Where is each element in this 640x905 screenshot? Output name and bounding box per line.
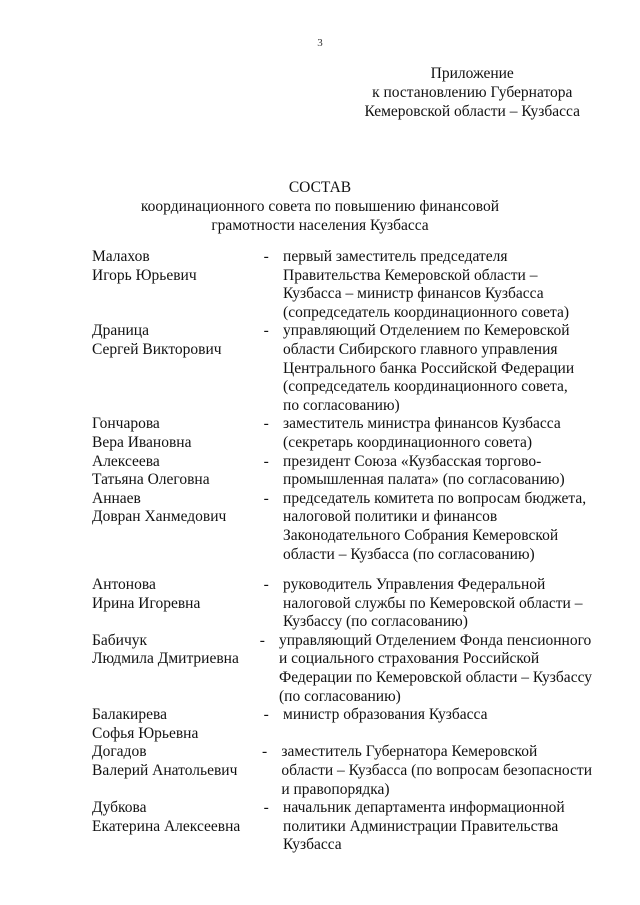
member-role-line: области Сибирского главного управления xyxy=(283,340,558,358)
member-role-line: Кузбасса xyxy=(283,836,342,854)
member-dash: - xyxy=(263,248,269,265)
member-role-line: начальник департамента информационной xyxy=(283,799,565,817)
member-role-line: политики Администрации Правительства xyxy=(283,817,559,835)
member-dash: - xyxy=(263,576,269,594)
member-surname: Бабичук xyxy=(92,631,148,649)
member-name xyxy=(92,799,257,855)
member-dash: - xyxy=(263,322,269,340)
appendix-header xyxy=(364,64,580,121)
member-given: Татьяна Олеговна xyxy=(92,471,210,489)
member-surname: Балакирева xyxy=(92,706,167,724)
member-role-line: (сопредседатель координационного совета, xyxy=(283,378,568,396)
members-list xyxy=(92,248,592,855)
member-row xyxy=(92,415,592,452)
appendix-line: Кемеровской области – Кузбасса xyxy=(364,103,580,120)
member-row xyxy=(92,743,592,799)
member-role xyxy=(275,322,592,415)
member-role-line: заместитель министра финансов Кузбасса xyxy=(283,415,561,433)
member-surname: Алексеева xyxy=(92,452,160,470)
member-row xyxy=(92,576,592,632)
member-surname: Догадов xyxy=(92,743,147,761)
appendix-line: к постановлению Губернатора xyxy=(372,84,573,101)
member-row xyxy=(92,453,592,490)
member-role-line: (сопредседатель координационного совета) xyxy=(283,303,570,321)
member-surname: Драница xyxy=(92,322,149,340)
member-role-line: налоговой службы по Кемеровской области – xyxy=(283,594,583,612)
member-row xyxy=(92,248,592,322)
member-role-line: управляющий Отделением по Кемеровской xyxy=(283,322,570,340)
member-given: Довран Ханмедович xyxy=(92,508,227,526)
appendix-line: Приложение xyxy=(430,65,514,82)
member-given: Екатерина Алексеевна xyxy=(92,817,241,835)
document-title xyxy=(0,178,640,235)
member-given: Ирина Игоревна xyxy=(92,594,201,612)
member-given: Софья Юрьевна xyxy=(92,724,199,742)
member-dash: - xyxy=(259,631,265,649)
member-surname: Аннаев xyxy=(92,489,141,507)
member-role xyxy=(275,248,592,322)
member-surname: Дубкова xyxy=(92,799,147,817)
member-role-line: Кузбассу (по согласованию) xyxy=(283,613,468,631)
member-given: Валерий Анатольевич xyxy=(92,762,238,780)
member-role xyxy=(275,453,592,490)
member-dash: - xyxy=(263,799,269,817)
member-name xyxy=(92,322,257,415)
member-role-line: (по согласованию) xyxy=(278,687,401,705)
title-line: грамотности населения Кузбасса xyxy=(211,217,429,234)
member-role-line: президент Союза «Кузбасская торгово- xyxy=(283,452,542,470)
member-surname: Гончарова xyxy=(92,415,160,433)
member-dash: - xyxy=(263,706,269,724)
member-row xyxy=(92,322,592,415)
member-role-line: Центрального банка Российской Федерации xyxy=(283,359,575,377)
member-role xyxy=(275,415,592,452)
member-name xyxy=(92,248,257,322)
member-role-line: Законодательного Собрания Кемеровской xyxy=(283,526,559,544)
member-role xyxy=(275,799,592,855)
member-name xyxy=(92,490,257,564)
member-name xyxy=(92,453,257,490)
member-name xyxy=(92,576,257,632)
member-role xyxy=(275,706,592,743)
member-row xyxy=(92,706,592,743)
member-dash: - xyxy=(263,489,269,507)
member-role-line: и социального страхования Российской xyxy=(278,650,540,668)
member-role-line: Правительства Кемеровской области – xyxy=(283,266,538,284)
member-given: Людмила Дмитриевна xyxy=(92,650,239,668)
member-dash: - xyxy=(261,743,268,761)
title-heading: СОСТАВ xyxy=(288,179,352,196)
member-given: Игорь Юрьевич xyxy=(92,266,197,284)
member-given: Вера Ивановна xyxy=(92,433,192,451)
member-role-line: Федерации по Кемеровской области – Кузбассу xyxy=(278,669,592,687)
member-role-line: управляющий Отделением Фонда пенсионного xyxy=(278,631,592,649)
member-role-line: (секретарь координационного совета) xyxy=(283,433,532,451)
member-name xyxy=(92,415,257,452)
member-row xyxy=(92,490,592,564)
title-line: координационного совета по повышению финансовой xyxy=(140,198,500,215)
member-role-line: заместитель Губернатора Кемеровской xyxy=(281,743,538,761)
member-name xyxy=(92,706,257,743)
member-role-line: первый заместитель председателя xyxy=(283,248,508,265)
member-row xyxy=(92,632,592,706)
page-number: 3 xyxy=(317,37,323,49)
member-name xyxy=(92,632,254,706)
member-role-line: налоговой политики и финансов xyxy=(283,508,498,526)
member-given: Сергей Викторович xyxy=(92,340,222,358)
member-dash: - xyxy=(263,452,269,470)
member-role-line: министр образования Кузбасса xyxy=(283,706,488,724)
member-role-line: области – Кузбасса (по вопросам безопасности xyxy=(281,762,592,780)
member-role-line: председатель комитета по вопросам бюджета, xyxy=(283,489,587,507)
member-surname: Малахов xyxy=(92,248,150,265)
member-role-line: по согласованию) xyxy=(283,396,400,414)
member-role-line: и правопорядка) xyxy=(281,780,390,798)
member-role-line: промышленная палата» (по согласованию) xyxy=(283,471,565,489)
member-role-line: области – Кузбасса (по согласованию) xyxy=(283,545,535,563)
member-role-line: руководитель Управления Федеральной xyxy=(283,576,546,594)
member-row xyxy=(92,799,592,855)
member-role xyxy=(275,490,592,564)
member-role-line: Кузбасса – министр финансов Кузбасса xyxy=(283,285,544,303)
member-role xyxy=(271,632,592,706)
member-role xyxy=(273,743,592,799)
member-dash: - xyxy=(263,415,269,433)
member-name xyxy=(92,743,256,799)
member-role xyxy=(275,576,592,632)
member-surname: Антонова xyxy=(92,576,156,594)
